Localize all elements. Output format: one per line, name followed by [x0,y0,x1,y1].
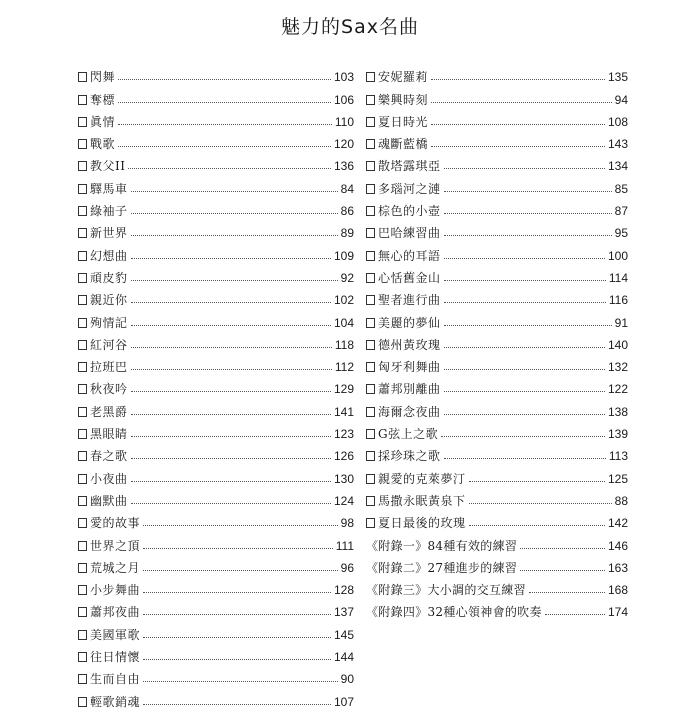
entry-title: 小步舞曲 [90,583,141,598]
entry-title: 往日情懷 [90,650,141,665]
entry-title: 棕色的小壺 [378,204,441,219]
toc-entry [366,307,628,329]
toc-entry [78,530,354,552]
checkbox-icon [366,251,375,261]
entry-page-number: 111 [335,538,354,553]
toc-entry [366,173,628,195]
entry-page-number: 128 [333,583,354,598]
dot-leader [131,458,331,459]
toc-entry [366,218,628,240]
entry-title: 奪標 [90,92,116,107]
entry-title: 小夜曲 [90,471,128,486]
toc-entry [366,508,628,530]
checkbox-icon [366,362,375,372]
dot-leader [431,146,605,147]
toc-entry [366,129,628,151]
toc-entry [78,374,354,396]
dot-leader [143,659,331,660]
page-title: 魅力的Sax名曲 [281,16,419,38]
toc-entry [78,196,354,218]
checkbox-icon [366,117,375,127]
toc-entry [366,486,628,508]
toc-entry [366,263,628,285]
entry-page-number: 109 [333,248,354,263]
checkbox-icon [78,674,87,684]
checkbox-icon [366,273,375,283]
entry-page-number: 94 [614,92,628,107]
dot-leader [444,258,605,259]
entry-page-number: 88 [614,493,628,508]
dot-leader [118,146,331,147]
toc-entry [78,151,354,173]
toc-entry [366,352,628,374]
dot-leader [118,124,332,125]
entry-page-number: 86 [340,204,354,219]
dot-leader [143,614,331,615]
toc-entry [78,129,354,151]
entry-page-number: 146 [607,538,628,553]
toc-column-right [366,62,628,619]
checkbox-icon [366,139,375,149]
entry-page-number: 174 [607,605,628,620]
entry-page-number: 102 [333,293,354,308]
entry-page-number: 108 [607,114,628,129]
checkbox-icon [78,273,87,283]
checkbox-icon [366,318,375,328]
checkbox-icon [78,585,87,595]
checkbox-icon [78,607,87,617]
dot-leader [131,436,331,437]
entry-title: 拉班巴 [90,360,128,375]
toc-entry [78,285,354,307]
entry-title: 蕭邦別離曲 [378,382,441,397]
toc-entry [78,84,354,106]
appendix-entry [366,575,628,597]
dot-leader [441,436,605,437]
entry-page-number: 118 [334,337,354,352]
dot-leader [529,592,605,593]
dot-leader [520,570,605,571]
entry-page-number: 130 [333,471,354,486]
entry-page-number: 114 [608,270,628,285]
checkbox-icon [78,496,87,506]
toc-entry [78,619,354,641]
dot-leader [118,79,331,80]
checkbox-icon [78,161,87,171]
checkbox-icon [366,496,375,506]
entry-title: 戰歌 [90,137,116,152]
entry-page-number: 92 [340,270,354,285]
dot-leader [444,235,612,236]
entry-title: 綠袖子 [90,204,128,219]
toc-entry [366,196,628,218]
dot-leader [431,124,605,125]
entry-title: 愛的故事 [90,516,141,531]
dot-leader [131,481,331,482]
checkbox-icon [366,161,375,171]
toc-entry [78,575,354,597]
dot-leader [469,503,612,504]
checkbox-icon [366,451,375,461]
dot-leader [444,391,605,392]
entry-title: 輕歌銷魂 [90,694,141,709]
entry-page-number: 110 [334,114,354,129]
entry-title: 親愛的克萊夢汀 [378,471,466,486]
entry-title: 生而自由 [90,672,141,687]
entry-title: 《附錄一》84種有效的練習 [366,538,518,553]
checkbox-icon [366,72,375,82]
toc-entry [78,396,354,418]
dot-leader [143,548,333,549]
entry-page-number: 98 [340,516,354,531]
dot-leader [131,258,331,259]
dot-leader [131,302,331,303]
toc-entry [366,463,628,485]
entry-page-number: 85 [614,181,628,196]
entry-page-number: 113 [608,449,628,464]
dot-leader [469,481,605,482]
checkbox-icon [78,541,87,551]
dot-leader [131,213,338,214]
toc-entry [78,553,354,575]
toc-entry [366,419,628,441]
entry-page-number: 123 [333,427,354,442]
entry-page-number: 87 [614,204,628,219]
toc-entry [78,307,354,329]
entry-page-number: 120 [333,137,354,152]
checkbox-icon [366,184,375,194]
entry-title: 黑眼睛 [90,427,128,442]
entry-title: 世界之頂 [90,538,141,553]
dot-leader [131,191,338,192]
checkbox-icon [366,474,375,484]
entry-page-number: 103 [333,70,354,85]
toc-entry [78,686,354,708]
toc-entry [78,263,354,285]
toc-entry [78,508,354,530]
checkbox-icon [78,518,87,528]
checkbox-icon [366,429,375,439]
entry-title: 聖者進行曲 [378,293,441,308]
checkbox-icon [78,451,87,461]
dot-leader [131,414,331,415]
toc-entry [366,374,628,396]
entry-page-number: 100 [607,248,628,263]
dot-leader [444,168,605,169]
toc-entry [366,330,628,352]
entry-title: 美麗的夢仙 [378,315,441,330]
checkbox-icon [366,407,375,417]
dot-leader [520,548,605,549]
toc-entry [78,419,354,441]
toc-entry [78,486,354,508]
entry-page-number: 135 [607,70,628,85]
entry-page-number: 144 [333,650,354,665]
toc-entry [366,285,628,307]
toc-entry [78,463,354,485]
entry-title: 閃舞 [90,70,116,85]
entry-page-number: 107 [333,694,354,709]
checkbox-icon [366,95,375,105]
entry-title: 蕭邦夜曲 [90,605,141,620]
entry-title: 採珍珠之歌 [378,449,441,464]
toc-entry [78,107,354,129]
entry-title: 紅河谷 [90,337,128,352]
entry-title: 頑皮豹 [90,270,128,285]
dot-leader [131,235,338,236]
checkbox-icon [366,295,375,305]
appendix-entry [366,553,628,575]
entry-title: 海爾念夜曲 [378,404,441,419]
entry-page-number: 125 [607,471,628,486]
entry-page-number: 124 [333,493,354,508]
entry-page-number: 143 [607,137,628,152]
checkbox-icon [78,407,87,417]
checkbox-icon [78,318,87,328]
dot-leader [131,280,338,281]
appendix-entry [366,597,628,619]
entry-title: 殉情記 [90,315,128,330]
toc-entry [78,441,354,463]
checkbox-icon [78,697,87,707]
checkbox-icon [78,429,87,439]
dot-leader [444,302,606,303]
toc-entry [366,84,628,106]
entry-title: 《附錄二》27種進步的練習 [366,560,518,575]
checkbox-icon [78,228,87,238]
checkbox-icon [78,295,87,305]
entry-title: 德州黃玫瑰 [378,337,441,352]
dot-leader [444,458,606,459]
checkbox-icon [78,362,87,372]
checkbox-icon [78,384,87,394]
toc-entry [366,151,628,173]
dot-leader [131,369,332,370]
entry-title: 《附錄四》32種心領神會的吹奏 [366,605,542,620]
toc-entry [78,642,354,664]
entry-page-number: 136 [333,159,354,174]
entry-title: 《附錄三》大小調的交互練習 [366,583,526,598]
entry-title: 多瑙河之漣 [378,181,441,196]
dot-leader [131,325,331,326]
dot-leader [118,102,331,103]
entry-page-number: 138 [607,404,628,419]
appendix-entry [366,530,628,552]
toc-entry [366,441,628,463]
entry-page-number: 91 [614,315,628,330]
entry-title: 散塔露琪亞 [378,159,441,174]
entry-title: 新世界 [90,226,128,241]
entry-page-number: 139 [607,427,628,442]
entry-title: 驛馬車 [90,181,128,196]
checkbox-icon [78,184,87,194]
dot-leader [431,79,605,80]
entry-page-number: 126 [333,449,354,464]
entry-title: 巴哈練習曲 [378,226,441,241]
checkbox-icon [78,117,87,127]
toc-entry [78,62,354,84]
toc-entry [78,330,354,352]
entry-title: 秋夜吟 [90,382,128,397]
entry-title: 春之歌 [90,449,128,464]
entry-title: 夏日時光 [378,114,429,129]
toc-entry [78,352,354,374]
entry-page-number: 163 [607,560,628,575]
entry-title: 幻想曲 [90,248,128,263]
entry-page-number: 142 [607,516,628,531]
dot-leader [128,168,330,169]
entry-page-number: 137 [333,605,354,620]
entry-title: 馬撒永眠黃泉下 [378,493,466,508]
checkbox-icon [78,630,87,640]
entry-title: 樂興時刻 [378,92,429,107]
entry-page-number: 168 [607,583,628,598]
checkbox-icon [366,384,375,394]
toc-entry [78,218,354,240]
checkbox-icon [78,474,87,484]
checkbox-icon [78,206,87,216]
entry-page-number: 84 [340,181,354,196]
entry-page-number: 140 [607,337,628,352]
dot-leader [131,391,331,392]
entry-page-number: 122 [607,382,628,397]
entry-title: 無心的耳語 [378,248,441,263]
dot-leader [444,369,605,370]
toc-entry [78,664,354,686]
checkbox-icon [366,206,375,216]
checkbox-icon [78,251,87,261]
entry-page-number: 112 [334,360,354,375]
entry-page-number: 145 [333,627,354,642]
entry-page-number: 141 [333,404,354,419]
checkbox-icon [78,340,87,350]
entry-title: 親近你 [90,293,128,308]
checkbox-icon [78,95,87,105]
dot-leader [444,191,612,192]
checkbox-icon [78,72,87,82]
entry-title: 心恬舊金山 [378,270,441,285]
checkbox-icon [366,518,375,528]
entry-page-number: 134 [607,159,628,174]
dot-leader [444,414,605,415]
dot-leader [143,637,331,638]
dot-leader [143,704,331,705]
entry-page-number: 129 [333,382,354,397]
checkbox-icon [78,652,87,662]
checkbox-icon [78,139,87,149]
entry-page-number: 89 [340,226,354,241]
toc-entry [366,396,628,418]
entry-title: 夏日最後的玫瑰 [378,516,466,531]
toc-entry [78,597,354,619]
toc-entry [366,62,628,84]
entry-title: 美國軍歌 [90,627,141,642]
entry-page-number: 104 [333,315,354,330]
entry-title: 幽默曲 [90,493,128,508]
entry-page-number: 116 [608,293,628,308]
toc-column-left [78,62,354,709]
dot-leader [143,570,338,571]
entry-title: 荒城之月 [90,560,141,575]
dot-leader [131,503,331,504]
dot-leader [431,102,612,103]
entry-page-number: 95 [614,226,628,241]
checkbox-icon [366,228,375,238]
toc-entry [78,240,354,262]
dot-leader [444,325,612,326]
dot-leader [131,347,332,348]
entry-title: 老黑爵 [90,404,128,419]
entry-title: G弦上之歌 [378,427,439,442]
entry-title: 眞情 [90,114,116,129]
entry-title: 安妮羅莉 [378,70,429,85]
entry-title: 教父II [90,159,126,174]
dot-leader [143,681,338,682]
dot-leader [444,347,605,348]
dot-leader [469,525,605,526]
toc-entry [78,173,354,195]
dot-leader [143,525,338,526]
checkbox-icon [366,340,375,350]
entry-page-number: 90 [340,672,354,687]
checkbox-icon [78,563,87,573]
entry-title: 匈牙利舞曲 [378,360,441,375]
dot-leader [444,280,606,281]
dot-leader [545,614,605,615]
dot-leader [143,592,331,593]
entry-title: 魂斷藍橋 [378,137,429,152]
dot-leader [444,213,612,214]
entry-page-number: 106 [333,92,354,107]
entry-page-number: 96 [340,560,354,575]
entry-page-number: 132 [607,360,628,375]
toc-entry [366,240,628,262]
toc-entry [366,107,628,129]
